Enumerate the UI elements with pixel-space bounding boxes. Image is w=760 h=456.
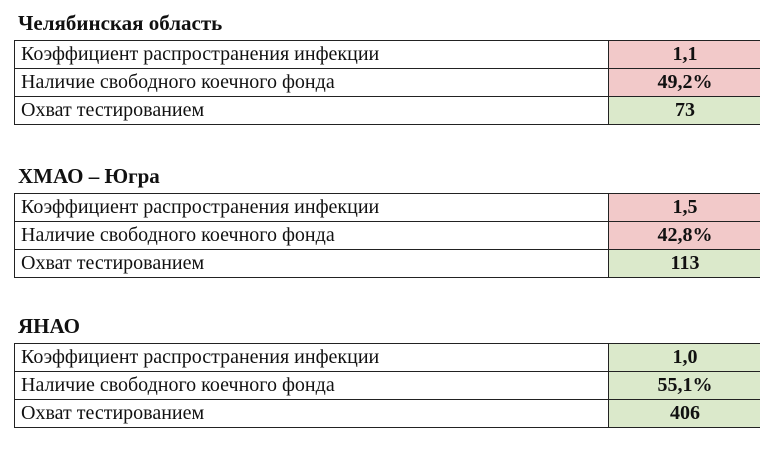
indicator-value: 1,0 xyxy=(609,344,760,372)
region-block-chelyabinsk xyxy=(14,10,754,125)
indicator-table xyxy=(14,343,760,428)
table-row xyxy=(15,372,760,400)
table-row xyxy=(15,400,760,428)
indicator-value: 42,8% xyxy=(609,222,760,250)
indicator-label: Коэффициент распространения инфекции xyxy=(15,344,609,372)
indicator-value: 49,2% xyxy=(609,69,760,97)
table-row xyxy=(15,41,760,69)
indicator-value: 1,5 xyxy=(609,194,760,222)
indicator-table xyxy=(14,40,760,125)
table-row xyxy=(15,250,760,278)
indicator-table xyxy=(14,193,760,278)
region-title: ХМАО – Югра xyxy=(18,164,160,188)
region-block-yanao xyxy=(14,313,754,428)
indicator-value: 55,1% xyxy=(609,372,760,400)
region-block-khmao xyxy=(14,163,754,278)
region-title: Челябинская область xyxy=(18,11,223,35)
indicator-value: 113 xyxy=(609,250,760,278)
indicator-label: Коэффициент распространения инфекции xyxy=(15,194,609,222)
indicator-label: Охват тестированием xyxy=(15,250,609,278)
table-row xyxy=(15,344,760,372)
table-row xyxy=(15,222,760,250)
indicator-label: Наличие свободного коечного фонда xyxy=(15,222,609,250)
indicator-value: 406 xyxy=(609,400,760,428)
indicator-value: 73 xyxy=(609,97,760,125)
table-row xyxy=(15,194,760,222)
indicator-label: Наличие свободного коечного фонда xyxy=(15,69,609,97)
indicator-label: Охват тестированием xyxy=(15,400,609,428)
indicator-label: Коэффициент распространения инфекции xyxy=(15,41,609,69)
table-row xyxy=(15,97,760,125)
table-row xyxy=(15,69,760,97)
indicator-label: Охват тестированием xyxy=(15,97,609,125)
region-title: ЯНАО xyxy=(18,314,80,338)
indicator-value: 1,1 xyxy=(609,41,760,69)
indicator-label: Наличие свободного коечного фонда xyxy=(15,372,609,400)
